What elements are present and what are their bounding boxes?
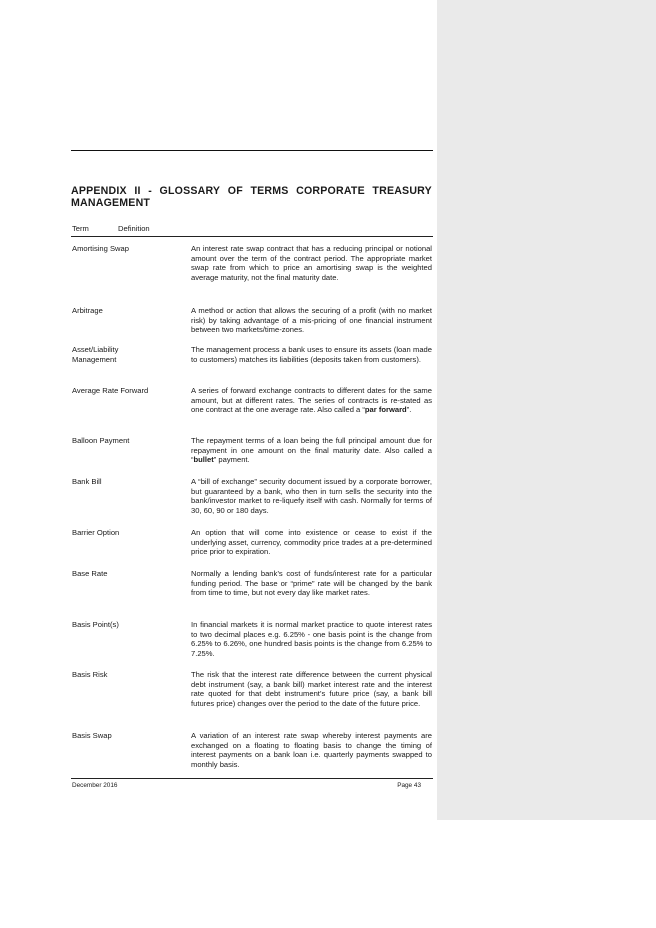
entry-definition: An option that will come into existence or cease to exist if the underlying asset, currency, commodity price trades at a pre-determined price prior to expiration. xyxy=(191,528,432,557)
entry-definition: A “bill of exchange” security document issued by a corporate borrower, but guaranteed by a bank, who then in turn sells the security into the bank/investor market to re-liquefy itself with cash. Normally for terms of 30, 60, 90 or 180 days. xyxy=(191,477,432,516)
entry-term: Basis Risk xyxy=(72,670,108,679)
column-header-term: Term xyxy=(72,224,89,233)
definition-bold-term: bullet xyxy=(193,455,214,465)
entry-definition: A variation of an interest rate swap whereby interest payments are exchanged on a floating to floating basis to change the timing of interest payments on a bank loan i.e. quarterly payments swapped to monthly basis. xyxy=(191,731,432,770)
column-header-definition: Definition xyxy=(118,224,150,233)
footer-date: December 2016 xyxy=(72,782,118,789)
entry-term: Basis Point(s) xyxy=(72,620,119,629)
page-footer xyxy=(71,781,421,791)
footer-rule xyxy=(71,778,433,779)
title-word: II xyxy=(134,185,141,197)
title-word: GLOSSARY xyxy=(159,185,221,197)
title-word: TREASURY xyxy=(372,185,432,197)
entry-term: Amortising Swap xyxy=(72,244,129,253)
entry-term: Asset/Liability Management xyxy=(72,345,119,364)
entry-definition: An interest rate swap contract that has a reducing principal or notional amount over the term of the contract period. The appropriate market swap rate from which to price an amortising swap is the weighted average maturity, not the final maturity date. xyxy=(191,244,432,283)
entry-term: Barrier Option xyxy=(72,528,120,537)
comment-margin-panel xyxy=(437,0,656,820)
footer-page-number: Page 43 xyxy=(397,782,421,789)
title-word: APPENDIX xyxy=(71,185,127,197)
definition-bold-term: par forward xyxy=(364,405,407,415)
glossary-header-rule xyxy=(71,236,433,237)
entry-term: Average Rate Forward xyxy=(72,386,149,395)
entry-definition: The management process a bank uses to ensure its assets (loan made to customers) matches its liabilities (deposits taken from customers). xyxy=(191,345,432,364)
entry-term: Basis Swap xyxy=(72,731,112,740)
entry-definition: In financial markets it is normal market practice to quote interest rates to two decimal places e.g. 6.25% - one basis point is the change from 6.25% to 6.26%, one hundred basis points is the change from 6.25% to 7.25%. xyxy=(191,620,432,659)
entry-definition: The risk that the interest rate difference between the current physical debt instrument (say, a bank bill) market interest rate and the interest rate quoted for that debt instrument’s future price (say, a bank bill futures price) changes over the period to the date of the future price. xyxy=(191,670,432,709)
definition-text-end: ” payment. xyxy=(213,455,250,465)
title-line-1 xyxy=(71,185,432,197)
definition-text: A series of forward exchange contracts to different dates for the same amount, but at different rates. The series of contracts is re-stated as one contract at the one average rate. Also called a “ xyxy=(191,386,432,415)
title-line-2: MANAGEMENT xyxy=(71,197,151,209)
title-word: OF xyxy=(227,185,243,197)
entry-term: Balloon Payment xyxy=(72,436,130,445)
definition-text-end: ”. xyxy=(406,405,412,415)
entry-definition xyxy=(191,436,432,465)
entry-term: Arbitrage xyxy=(72,306,103,315)
title-word: - xyxy=(148,185,152,197)
title-word: TERMS xyxy=(250,185,289,197)
header-rule xyxy=(71,150,433,151)
entry-term: Base Rate xyxy=(72,569,108,578)
entry-term: Bank Bill xyxy=(72,477,102,486)
title-word: CORPORATE xyxy=(296,185,365,197)
entry-definition: Normally a lending bank’s cost of funds/interest rate for a particular funding period. The base or “prime” rate will be changed by the bank from time to time, but not every day like market rates. xyxy=(191,569,432,598)
glossary-header xyxy=(71,224,433,236)
entry-definition: A method or action that allows the securing of a profit (with no market risk) by taking advantage of a mis-pricing of one financial instrument between two markets/time-zones. xyxy=(191,306,432,335)
entry-definition xyxy=(191,386,432,415)
page-title xyxy=(71,185,432,209)
definition-text: The repayment terms of a loan being the full principal amount due for repayment in one amount on the final maturity date. Also called a “ xyxy=(191,436,432,465)
